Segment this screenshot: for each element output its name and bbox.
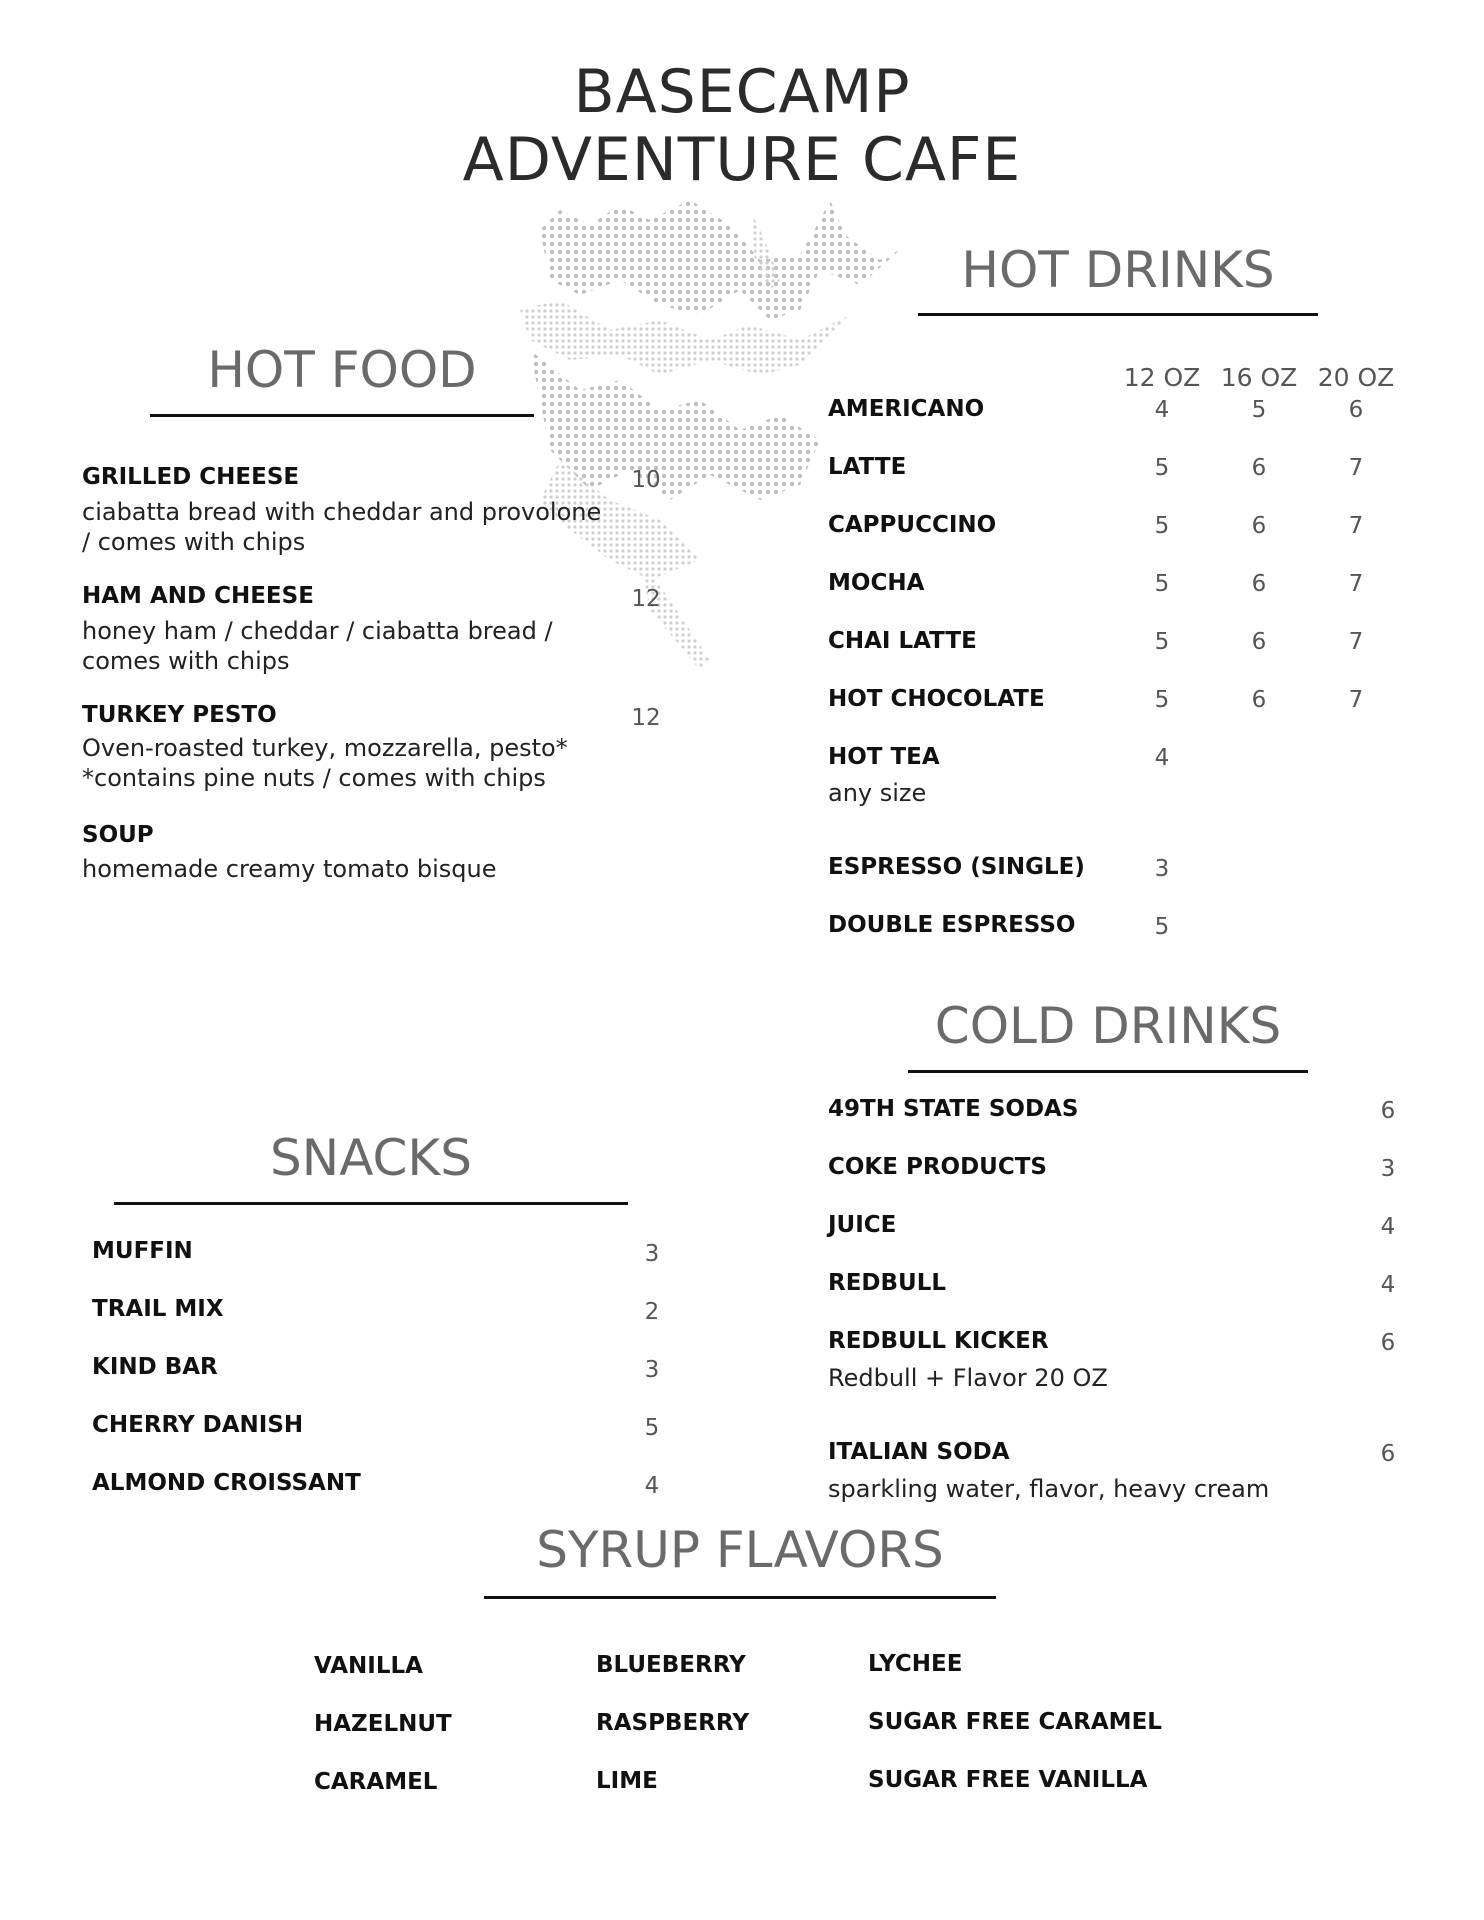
item-price-20oz: 7	[1348, 455, 1364, 481]
item-price-16oz: 6	[1251, 629, 1267, 655]
item-name: SOUP	[82, 822, 154, 848]
item-price-12oz: 5	[1154, 455, 1170, 481]
list-item: BLUEBERRY	[596, 1652, 746, 1678]
list-item: VANILLA	[314, 1653, 423, 1679]
item-description: *contains pine nuts / comes with chips	[82, 764, 546, 792]
item-price: 5	[644, 1415, 660, 1441]
item-price-16oz: 6	[1251, 687, 1267, 713]
item-name: DOUBLE ESPRESSO	[828, 912, 1076, 938]
size-header-12oz: 12 OZ	[1123, 363, 1201, 392]
item-name: REDBULL	[828, 1270, 947, 1296]
item-price-16oz: 6	[1251, 513, 1267, 539]
item-price: 5	[1154, 914, 1170, 940]
item-name: REDBULL KICKER	[828, 1328, 1049, 1354]
item-price: 12	[631, 586, 661, 612]
item-price-12oz: 4	[1154, 397, 1170, 423]
snacks-heading: SNACKS	[270, 1129, 472, 1187]
item-price-16oz: 5	[1251, 397, 1267, 423]
item-price-20oz: 6	[1348, 397, 1364, 423]
item-name: HOT CHOCOLATE	[828, 686, 1045, 712]
item-price: 2	[644, 1299, 660, 1325]
item-name: CHAI LATTE	[828, 628, 977, 654]
item-price: 6	[1380, 1330, 1396, 1356]
item-name: 49TH STATE SODAS	[828, 1096, 1079, 1122]
item-price: 6	[1380, 1098, 1396, 1124]
item-price: 4	[1380, 1272, 1396, 1298]
cold-drinks-rule	[908, 1070, 1308, 1073]
item-description: Oven-roasted turkey, mozzarella, pesto*	[82, 734, 568, 762]
item-description: / comes with chips	[82, 528, 306, 556]
list-item: SUGAR FREE CARAMEL	[868, 1709, 1162, 1735]
list-item: RASPBERRY	[596, 1710, 749, 1736]
list-item: LIME	[596, 1768, 658, 1794]
item-name: AMERICANO	[828, 396, 985, 422]
item-price: 3	[644, 1357, 660, 1383]
item-name: CAPPUCCINO	[828, 512, 997, 538]
item-name: JUICE	[828, 1212, 897, 1238]
item-price: 6	[1380, 1441, 1396, 1467]
item-price-16oz: 6	[1251, 455, 1267, 481]
size-header-20oz: 20 OZ	[1317, 363, 1395, 392]
item-name: MOCHA	[828, 570, 925, 596]
item-price-12oz: 5	[1154, 629, 1170, 655]
mountain-trail	[640, 560, 710, 670]
item-price: 4	[1154, 745, 1170, 771]
item-price-12oz: 5	[1154, 687, 1170, 713]
item-name: ALMOND CROISSANT	[92, 1470, 361, 1496]
item-price: 4	[1380, 1214, 1396, 1240]
list-item: SUGAR FREE VANILLA	[868, 1767, 1148, 1793]
size-header-16oz: 16 OZ	[1220, 363, 1298, 392]
cold-drinks-heading: COLD DRINKS	[934, 997, 1282, 1055]
item-name: CHERRY DANISH	[92, 1412, 304, 1438]
item-price: 3	[1154, 856, 1170, 882]
item-description: ciabatta bread with cheddar and provolone	[82, 498, 602, 526]
item-name: KIND BAR	[92, 1354, 218, 1380]
item-price: 10	[631, 467, 661, 493]
list-item: LYCHEE	[868, 1651, 963, 1677]
item-name: LATTE	[828, 454, 907, 480]
item-name: TURKEY PESTO	[82, 702, 277, 728]
item-name: ITALIAN SODA	[828, 1439, 1010, 1465]
item-name: GRILLED CHEESE	[82, 464, 300, 490]
item-price-20oz: 7	[1348, 629, 1364, 655]
hot-food-heading: HOT FOOD	[207, 341, 477, 399]
item-price: 12	[631, 705, 661, 731]
hot-drinks-heading: HOT DRINKS	[961, 241, 1275, 299]
item-name: HOT TEA	[828, 744, 940, 770]
item-description: honey ham / cheddar / ciabatta bread /	[82, 617, 553, 645]
snacks-rule	[114, 1202, 628, 1205]
item-description: homemade creamy tomato bisque	[82, 855, 497, 883]
item-price: 3	[644, 1241, 660, 1267]
item-description: comes with chips	[82, 647, 290, 675]
item-name: TRAIL MIX	[92, 1296, 224, 1322]
syrup-flavors-heading: SYRUP FLAVORS	[536, 1521, 944, 1579]
item-name: ESPRESSO (SINGLE)	[828, 854, 1085, 880]
item-price-12oz: 5	[1154, 571, 1170, 597]
item-price-12oz: 5	[1154, 513, 1170, 539]
item-name: HAM AND CHEESE	[82, 583, 314, 609]
item-price: 3	[1380, 1156, 1396, 1182]
list-item: HAZELNUT	[314, 1711, 452, 1737]
item-price-20oz: 7	[1348, 571, 1364, 597]
item-price-16oz: 6	[1251, 571, 1267, 597]
item-name: MUFFIN	[92, 1238, 193, 1264]
item-name: COKE PRODUCTS	[828, 1154, 1047, 1180]
hot-drinks-rule	[918, 313, 1318, 316]
item-description: any size	[828, 779, 927, 807]
item-description: Redbull + Flavor 20 OZ	[828, 1364, 1108, 1392]
syrup-flavors-rule	[484, 1596, 996, 1599]
cafe-title-line-2: ADVENTURE CAFE	[462, 125, 1022, 195]
cafe-title-line-1: BASECAMP	[573, 57, 911, 127]
list-item: CARAMEL	[314, 1769, 438, 1795]
item-price: 4	[644, 1473, 660, 1499]
hot-food-rule	[150, 414, 534, 417]
item-price-20oz: 7	[1348, 687, 1364, 713]
item-price-20oz: 7	[1348, 513, 1364, 539]
item-description: sparkling water, flavor, heavy cream	[828, 1475, 1270, 1503]
aurora-band-upper	[540, 200, 900, 320]
